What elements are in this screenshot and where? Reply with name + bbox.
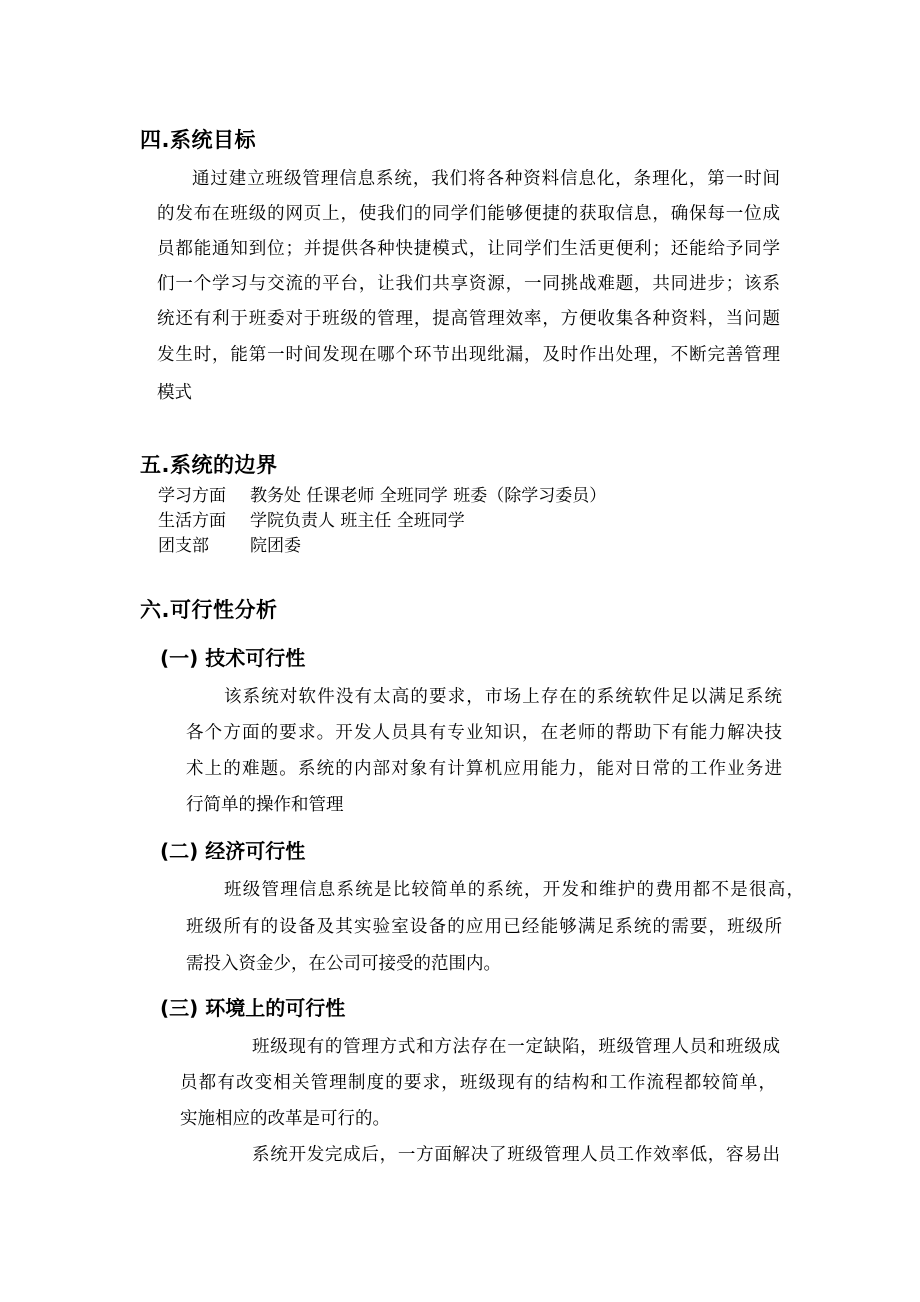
paragraph-line: 需投入资金少，在公司可接受的范围内。 <box>186 954 501 974</box>
paragraph-line: 员都能通知到位；并提供各种快捷模式，让同学们生活更便利；还能给予同学 <box>157 239 780 259</box>
subsection-heading-technical: (一) 技术可行性 <box>160 646 306 670</box>
paragraph-line: 班级所有的设备及其实验室设备的应用已经能够满足系统的需要，班级所 <box>186 917 782 937</box>
paragraph-line: 系统开发完成后，一方面解决了班级管理人员工作效率低，容易出 <box>252 1145 780 1165</box>
subsection-heading-economic: (二) 经济可行性 <box>160 839 306 863</box>
boundary-label: 团支部 <box>158 536 209 556</box>
boundary-label: 生活方面 <box>158 511 226 531</box>
paragraph-line: 通过建立班级管理信息系统，我们将各种资料信息化，条理化，第一时间 <box>192 169 780 189</box>
subsection-heading-environment: (三) 环境上的可行性 <box>160 996 346 1020</box>
section-heading-feasibility: 六.可行性分析 <box>140 598 278 622</box>
section-heading-goals: 四.系统目标 <box>140 128 256 152</box>
section-heading-boundary: 五.系统的边界 <box>140 453 278 477</box>
paragraph-line: 员都有改变相关管理制度的要求，班级现有的结构和工作流程都较简单， <box>180 1073 776 1093</box>
paragraph-line: 统还有利于班委对于班级的管理，提高管理效率，方便收集各种资料，当问题 <box>157 309 780 329</box>
boundary-value: 教务处 任课老师 全班同学 班委（除学习委员） <box>250 486 607 506</box>
paragraph-line: 发生时，能第一时间发现在哪个环节出现纰漏，及时作出处理，不断完善管理 <box>157 345 780 365</box>
paragraph-line: 各个方面的要求。开发人员具有专业知识，在老师的帮助下有能力解决技 <box>186 723 782 743</box>
paragraph-line: 该系统对软件没有太高的要求，市场上存在的系统软件足以满足系统 <box>224 687 782 707</box>
paragraph-line: 实施相应的改革是可行的。 <box>180 1109 390 1129</box>
paragraph-line: 模式 <box>157 383 192 403</box>
paragraph-line: 术上的难题。系统的内部对象有计算机应用能力，能对日常的工作业务进 <box>186 759 782 779</box>
paragraph-line: 班级现有的管理方式和方法存在一定缺陷，班级管理人员和班级成 <box>252 1037 780 1057</box>
boundary-label: 学习方面 <box>158 486 226 506</box>
paragraph-line: 们一个学习与交流的平台，让我们共享资源，一同挑战难题，共同进步；该系 <box>157 274 780 294</box>
paragraph-line: 行简单的操作和管理 <box>186 795 344 815</box>
paragraph-line: 班级管理信息系统是比较简单的系统，开发和维护的费用都不是很高， <box>224 880 804 900</box>
paragraph-line: 的发布在班级的网页上，使我们的同学们能够便捷的获取信息，确保每一位成 <box>157 204 780 224</box>
boundary-value: 院团委 <box>250 536 301 556</box>
boundary-value: 学院负责人 班主任 全班同学 <box>250 511 465 531</box>
